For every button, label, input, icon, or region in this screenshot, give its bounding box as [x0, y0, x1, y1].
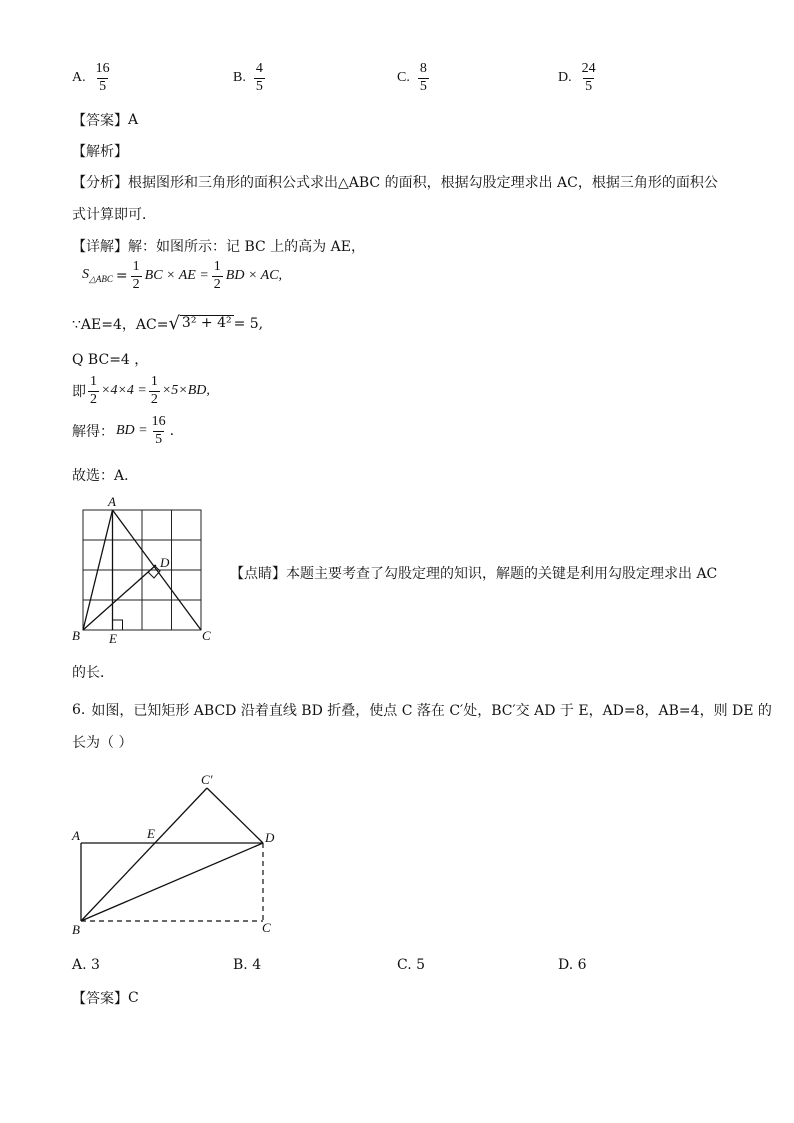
- answer-value: C: [128, 990, 139, 1006]
- sqrt-sign: √: [168, 313, 180, 334]
- point-label-a: A: [108, 494, 116, 509]
- grid-lines: [83, 510, 201, 630]
- point-label-e: E: [109, 631, 117, 646]
- option-text: B. 4: [233, 957, 262, 973]
- choose-text: 故选：A．: [72, 468, 139, 484]
- q5-option-b: [233, 62, 265, 94]
- q5-equation-bc: [72, 349, 148, 369]
- q6-stem-line1: [72, 700, 772, 720]
- equals: =: [115, 268, 128, 285]
- q5-option-a: [72, 62, 112, 94]
- analysis-tag: 【解析】: [72, 144, 128, 160]
- numerator: 16: [95, 61, 110, 76]
- q5-equation-bd: [72, 375, 210, 407]
- eq5-suffix: .: [169, 423, 175, 440]
- option-label: D.: [558, 70, 572, 86]
- q6-option-a: [72, 957, 100, 973]
- answer-tag: 【答案】: [72, 113, 128, 129]
- numerator: 24: [581, 61, 596, 76]
- eq4-part-a: ×4×4 =: [101, 383, 147, 399]
- q5-option-c: [397, 62, 429, 94]
- q6-option-d: [558, 957, 587, 973]
- q6-option-b: [233, 957, 261, 973]
- eq5-var: BD =: [116, 423, 148, 439]
- eq5-prefix: 解得：: [72, 424, 114, 441]
- option-fraction: [580, 62, 598, 94]
- question-text: 如图，已知矩形 ABCD 沿着直线 BD 折叠，使点 C 落在 C′处，BC′交 AD 于 E，AD=8，AB=4，则 DE 的: [91, 703, 772, 719]
- dianjing-text: 本题主要考查了勾股定理的知识，解题的关键是利用勾股定理求出 AC: [286, 566, 718, 582]
- point-label-a: A: [72, 828, 80, 843]
- half-fraction: $\frac{1}{2}$: [90, 374, 97, 407]
- q5-detail-line: [72, 236, 365, 256]
- q5-equation-ac: [72, 313, 263, 334]
- area-symbol: $S_{\triangle ABC}$: [82, 267, 113, 285]
- option-text: D. 6: [558, 957, 587, 973]
- dianjing-tag: 【点睛】: [230, 566, 286, 582]
- eq1-part-a: BC × AE =: [144, 268, 209, 284]
- option-fraction: [94, 62, 112, 94]
- dianjing-end-text: 的长．: [72, 665, 114, 681]
- answer-tag: 【答案】: [72, 991, 128, 1007]
- question-text-cont: 长为（ ）: [72, 735, 133, 751]
- eq2-prefix: ∵AE=4，AC=: [72, 316, 169, 333]
- q5-equation-area: [82, 260, 282, 292]
- option-fraction: [418, 62, 429, 94]
- option-label: A.: [72, 70, 86, 86]
- question-number: 6.: [72, 702, 86, 718]
- q5-dianjing: [230, 563, 717, 583]
- point-label-d: D: [265, 830, 275, 845]
- half-fraction: $\frac{1}{2}$: [132, 259, 140, 292]
- point-label-d: D: [160, 555, 170, 570]
- option-label: B.: [233, 70, 246, 86]
- eq3-text: Q BC=4 ，: [72, 352, 149, 368]
- q6-answer: [72, 988, 139, 1008]
- q5-answer: [72, 110, 138, 130]
- option-text: A. 3: [72, 957, 100, 973]
- half-fraction-2: $\frac{1}{2}$: [150, 374, 158, 407]
- q5-option-d: [558, 62, 598, 94]
- q5-analysis-heading: [72, 141, 128, 161]
- denominator: 5: [585, 78, 593, 94]
- detail-text: 解：如图所示：记 BC 上的高为 AE，: [128, 239, 365, 255]
- point-label-b: B: [72, 922, 80, 937]
- q5-equation-result: [72, 415, 174, 447]
- right-angle-mark-e: [113, 620, 123, 630]
- denominator: 5: [419, 78, 427, 94]
- q5-fenxi-line2: [72, 204, 156, 224]
- fenxi-text-cont: 式计算即可．: [72, 207, 156, 223]
- fenxi-tag: 【分析】: [72, 175, 128, 191]
- q5-choose: [72, 465, 138, 485]
- q5-grid-figure: [68, 492, 218, 652]
- fenxi-text: 根据图形和三角形的面积公式求出△ABC 的面积，根据勾股定理求出 AC，根据三角形的面积公: [128, 175, 718, 191]
- radicand: 3² + 4²: [181, 315, 232, 332]
- q5-dianjing-end: [72, 662, 114, 682]
- detail-tag: 【详解】: [72, 239, 128, 255]
- point-label-c: C: [262, 920, 271, 935]
- point-label-c-prime: C′: [201, 772, 213, 787]
- eq2-suffix: = 5,: [233, 315, 264, 332]
- q6-option-c: [397, 957, 425, 973]
- q5-fenxi-line1: [72, 172, 718, 192]
- eq1-part-b: BD × AC,: [225, 268, 283, 284]
- numerator: 8: [419, 61, 427, 76]
- option-label: C.: [397, 70, 410, 86]
- numerator: 4: [255, 61, 263, 76]
- point-label-e: E: [147, 826, 155, 841]
- eq4-part-b: ×5×BD,: [161, 383, 210, 399]
- answer-value: A: [128, 112, 139, 128]
- fold-lines: [81, 788, 263, 921]
- half-fraction-2: $\frac{1}{2}$: [213, 259, 221, 292]
- point-label-c: C: [202, 628, 211, 643]
- result-fraction: $\frac{16}{5}$: [151, 414, 166, 447]
- option-fraction: [254, 62, 265, 94]
- point-label-b: B: [72, 628, 80, 643]
- option-text: C. 5: [397, 957, 426, 973]
- q6-stem-line2: [72, 732, 132, 752]
- denominator: 5: [255, 78, 263, 94]
- eq4-prefix: 即: [72, 384, 86, 401]
- denominator: 5: [99, 78, 107, 94]
- q6-rectangle-figure: [68, 770, 288, 940]
